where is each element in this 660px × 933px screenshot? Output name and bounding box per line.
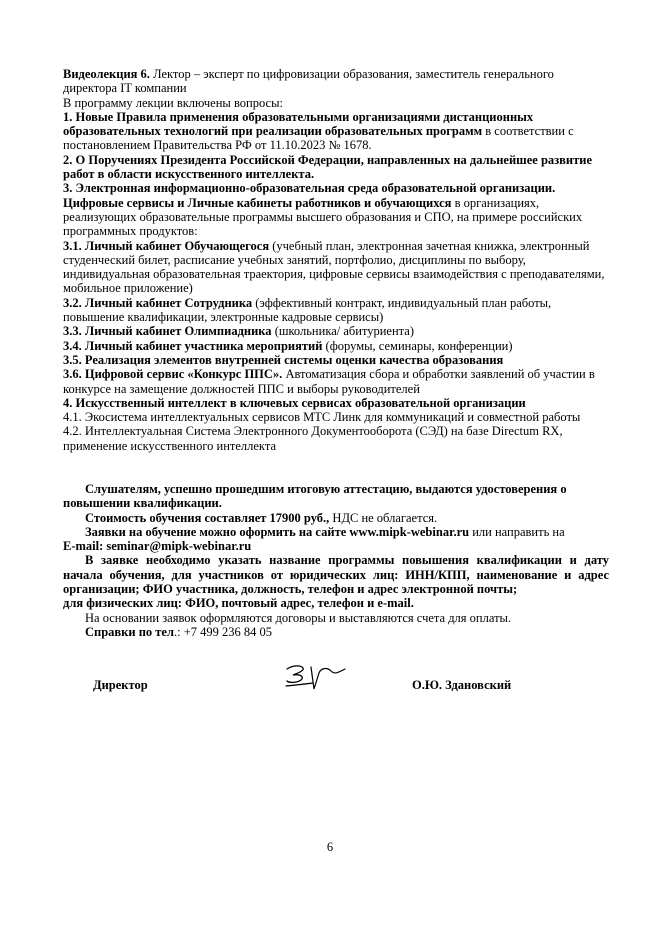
questions-intro: В программу лекции включены вопросы: [63, 95, 283, 110]
question-4-2: 4.2. Интеллектуальная Система Электронного Документооборота (СЭД) на базе Directum RX, применение искусственного интеллекта [63, 424, 563, 453]
cost-value: Стоимость обучения составляет 17900 руб., [85, 510, 330, 525]
question-3-2 [63, 296, 609, 325]
phone-label: Справки по тел [85, 624, 174, 639]
question-3-text: в организациях, реализующих образовательные программы высшего образования и СПО, на примере российских программных продуктов: [63, 195, 583, 239]
question-3-1-text: (учебный план, электронная зачетная книжка, электронный студенческий билет, расписание учебных занятий, портфолио, дисциплины по выбору, индивидуальная образовательная траектория, цифровые сервисы взаимодействия с преподавателями, мобильное приложение) [63, 238, 605, 296]
question-3-1 [63, 239, 609, 296]
question-1-title: 1. Новые Правила применения образовательными организациями дистанционных образовательных технологий при реализации образовательных программ [63, 109, 534, 139]
question-3-5: 3.5. Реализация элементов внутренней системы оценки качества образования [63, 352, 504, 367]
lecture-title: Видеолекция 6. [63, 67, 150, 81]
question-3-6 [63, 367, 609, 396]
question-3-6-text: Автоматизация сбора и обработки заявлений об участии в конкурсе на замещение должностей ППС и выборы руководителей [63, 367, 595, 396]
question-1-text: в соответствии с постановлением Правительства РФ от 11.10.2023 № 1678. [63, 124, 574, 153]
phone-number: .: +7 499 236 84 05 [174, 624, 273, 639]
question-2: 2. О Поручениях Президента Российской Федерации, направленных на дальнейшее развитие работ в области искусственного интеллекта. [63, 152, 593, 182]
signatory-title: Директор [93, 678, 148, 692]
question-3-3 [63, 324, 609, 338]
question-3-2-text: (эффективный контракт, индивидуальный план работы, повышение квалификации, электронные кадровые сервисы) [63, 295, 552, 325]
handwritten-signature [283, 659, 347, 695]
signature-row [0, 672, 660, 700]
required-fields: В заявке необходимо указать название программы повышения квалификации и дату начала обучения, для участников от юридических лиц: ИНН/КПП, наименование и адрес организации; ФИО участника, должность, телефон и адрес электронной почты; [63, 553, 609, 597]
question-3-3-title: 3.3. Личный кабинет Олимпиадника [63, 324, 272, 339]
question-3-4-text: (форумы, семинары, конференции) [322, 338, 513, 353]
apply-site: Заявки на обучение можно оформить на сайте www.mipk-webinar.ru [85, 524, 470, 539]
question-3-2-title: 3.2. Личный кабинет Сотрудника [63, 295, 253, 310]
question-3 [63, 181, 609, 238]
lecture-lector: Лектор – эксперт по цифровизации образования, заместитель генерального директора IT компании [63, 67, 554, 96]
signatory-name: О.Ю. Здановский [412, 678, 512, 692]
apply-note [63, 525, 609, 539]
question-3-6-title: 3.6. Цифровой сервис «Конкурс ППС». [63, 367, 283, 382]
listeners-note: Слушателям, успешно прошедшим итоговую аттестацию, выдаются удостоверения о повышении квалификации. [63, 482, 567, 511]
question-1 [63, 110, 609, 153]
required-individuals: для физических лиц: ФИО, почтовый адрес, телефон и e-mail. [63, 596, 414, 611]
question-3-3-text: (школьника/ абитуриента) [271, 324, 414, 339]
lecture-intro [63, 67, 609, 96]
page-number: 6 [326, 840, 334, 854]
question-3-4-title: 3.4. Личный кабинет участника мероприятий [63, 338, 323, 353]
question-4-1: 4.1. Экосистема интеллектуальных сервисов МТС Линк для коммуникаций и совместной работы [63, 410, 581, 425]
question-3-title: 3. Электронная информационно-образовательная среда образовательной организации. Цифровые сервисы и Личные кабинеты работников и обучающихся [63, 181, 556, 210]
info-block [63, 482, 609, 639]
question-3-4 [63, 339, 609, 353]
apply-email: E-mail: seminar@mipk-webinar.ru [63, 539, 252, 554]
contracts-note: На основании заявок оформляются договоры и выставляются счета для оплаты. [85, 610, 512, 625]
phone-note [63, 625, 609, 639]
question-3-1-title: 3.1. Личный кабинет Обучающегося [63, 238, 270, 253]
cost-vat: НДС не облагается. [329, 510, 438, 525]
apply-or: или направить на [469, 524, 565, 539]
question-4: 4. Искусственный интеллект в ключевых сервисах образовательной организации [63, 395, 526, 410]
lecture-block [63, 67, 609, 453]
cost-note [63, 511, 609, 525]
